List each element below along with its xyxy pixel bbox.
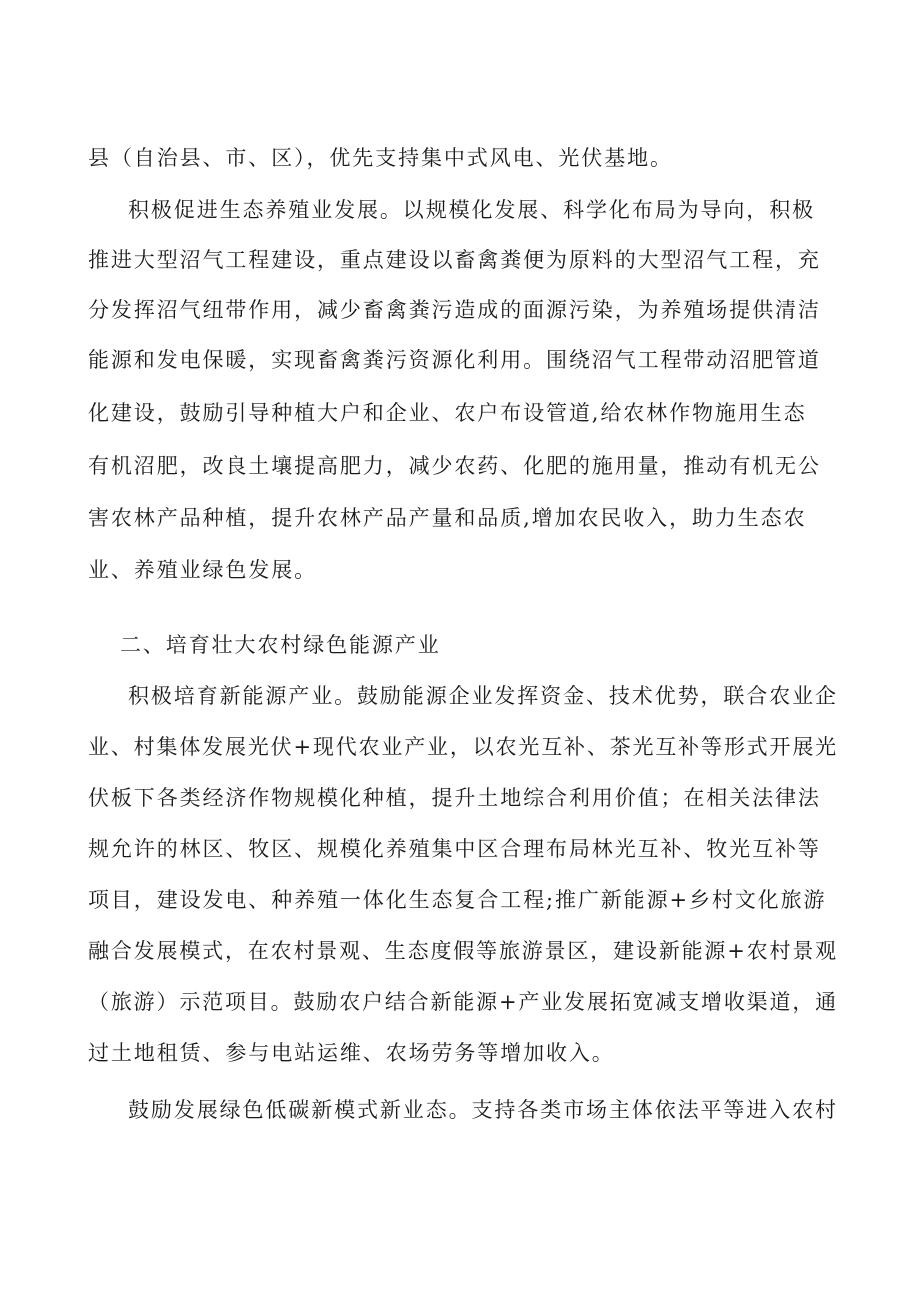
text-line: 能源和发电保暖，实现畜禽粪污资源化利用。围绕沼气工程带动沼肥管道	[88, 348, 821, 372]
paragraph-first-line: 鼓励发展绿色低碳新模式新业态。支持各类市场主体依法平等进入农村	[128, 1098, 838, 1122]
text-line: 推进大型沼气工程建设，重点建设以畜禽粪便为原料的大型沼气工程，充	[88, 248, 821, 272]
text-line: 业、养殖业绿色发展。	[88, 558, 317, 582]
text-line: 县（自治县、市、区），优先支持集中式风电、光伏基地。	[88, 146, 673, 170]
text-line: 害农林产品种植，提升农林产品产量和品质,增加农民收入，助力生态农	[88, 506, 807, 530]
paragraph-first-line: 积极促进生态养殖业发展。以规模化发展、科学化布局为导向，积极	[128, 198, 815, 222]
text-line: 业、村集体发展光伏+现代农业产业，以农光互补、茶光互补等形式开展光	[88, 735, 838, 759]
text-line: （旅游）示范项目。鼓励农户结合新能源+产业发展拓宽减支增收渠道，通	[88, 990, 838, 1014]
text-line: 化建设，鼓励引导种植大户和企业、农户布设管道,给农林作物施用生态	[88, 401, 807, 425]
text-line: 过土地租赁、参与电站运维、农场劳务等增加收入。	[88, 1041, 615, 1065]
text-line: 有机沼肥，改良土壤提高肥力，减少农药、化肥的施用量，推动有机无公	[88, 454, 821, 478]
text-line: 规允许的林区、牧区、规模化养殖集中区合理布局林光互补、牧光互补等	[88, 837, 821, 861]
section-heading: 二、培育壮大农村绿色能源产业	[120, 633, 441, 657]
text-line: 项目，建设发电、种养殖一体化生态复合工程;推广新能源+乡村文化旅游	[88, 888, 827, 912]
paragraph-first-line: 积极培育新能源产业。鼓励能源企业发挥资金、技术优势，联合农业企	[128, 684, 838, 708]
text-line: 融合发展模式，在农村景观、生态度假等旅游景区，建设新能源+农村景观	[88, 939, 838, 963]
text-line: 分发挥沼气纽带作用，减少畜禽粪污造成的面源污染，为养殖场提供清洁	[88, 298, 821, 322]
text-line: 伏板下各类经济作物规模化种植，提升土地综合利用价值；在相关法律法	[88, 786, 821, 810]
